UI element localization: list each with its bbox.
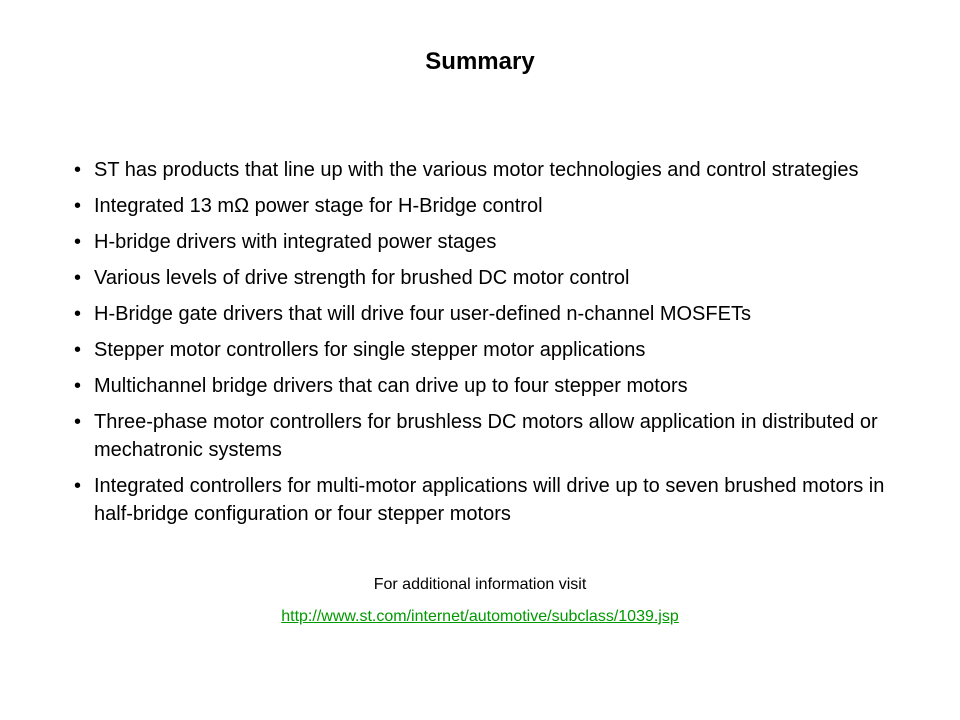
bullet-item: • ST has products that line up with the various motor technologies and control strategies	[74, 156, 894, 184]
bullet-item: • Three-phase motor controllers for brushless DC motors allow application in distributed or mechatronic systems	[74, 408, 894, 464]
bullet-item: • H-bridge drivers with integrated power stages	[74, 228, 894, 256]
footer-link-container	[0, 606, 960, 628]
slide-title: Summary	[425, 48, 535, 75]
bullet-item: • Integrated controllers for multi-motor applications will drive up to seven brushed motors in half-bridge configuration or four stepper motors	[74, 472, 894, 528]
info-link[interactable]: http://www.st.com/internet/automotive/subclass/1039.jsp	[281, 608, 679, 625]
bullet-list	[74, 156, 894, 536]
bullet-item: • H-Bridge gate drivers that will drive four user-defined n-channel MOSFETs	[74, 300, 894, 328]
bullet-item: • Integrated 13 mΩ power stage for H-Bridge control	[74, 192, 894, 220]
bullet-item: • Various levels of drive strength for brushed DC motor control	[74, 264, 894, 292]
footer-text: For additional information visit	[373, 576, 587, 593]
bullet-item: • Stepper motor controllers for single stepper motor applications	[74, 336, 894, 364]
bullet-item: • Multichannel bridge drivers that can drive up to four stepper motors	[74, 372, 894, 400]
